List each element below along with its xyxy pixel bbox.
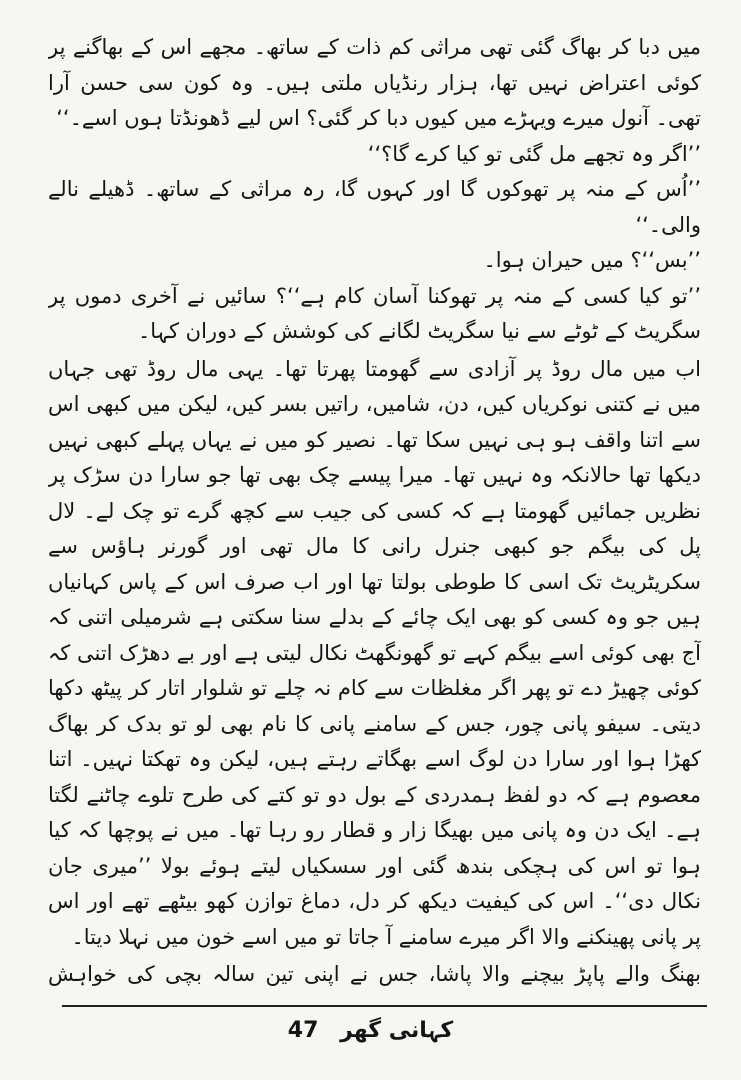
paragraph-1: میں دبا کر بھاگ گئی تھی مراثی کم ذات کے ساتھ۔ مجھے اس کے بھاگنے پر کوئی اعتراض نہیں تھا، ہزار رنڈیاں ملتی ہیں۔ وہ کون سی حسن آرا تھی۔ آنول میرے ویہڑے میں کیوں دبا کر گئی؟ اس لیے ڈھونڈتا ہوں اسے۔‘‘ [48, 35, 701, 130]
paragraph-3: ’’اُس کے منہ پر تھوکوں گا اور کہوں گا، رہ مراثی کے ساتھ۔ ڈھیلے نالے والی۔‘‘ [48, 177, 701, 237]
paragraph-2: ’’اگر وہ تجھے مل گئی تو کیا کرے گا؟‘‘ [367, 141, 701, 166]
paragraph-6: اب میں مال روڈ پر آزادی سے گھومتا پھرتا تھا۔ یہی مال روڈ تھی جہاں میں نے کتنی نوکریاں کیں، دن، شامیں، راتیں بسر کیں، لیکن میں کبھی اس سے اتنا واقف ہو ہی نہیں سکا تھا۔ نصیر کو میں نے یہاں پہلے کبھی نہیں دیکھا تھا حالانکہ وہ نہیں تھا۔ میرا پیسے چک بھی تھا جو سارا دن سڑک پر نظریں جمائیں گھومتا ہے کہ کسی کی جیب سے کچھ گرے تو چک لے۔ لال پل کی بیگم جو کبھی جنرل رانی کا مال تھی اور گورنر ہاؤس سے سکریٹریٹ تک اسی کا طوطی بولتا تھا اور اب صرف اس کے پاس کہانیاں ہیں جو وہ کسی کو بھی ایک چائے کے بدلے سنا سکتی ہے شرمیلی اتنی کہ آج بھی کوئی اسے بیگم کہے تو گھونگھٹ نکال لیتی ہے اور بے دھڑک اتنی کہ کوئی چھیڑ دے تو پھر اگر مغلظات سے کام نہ چلے تو شلوار اتار کر پیٹھ دکھا دیتی۔ سیفو پانی چور، جس کے سامنے پانی کا نام بھی لو تو بدک کر بھاگ کھڑا ہوا اور سارا دن لوگ اسے بھگاتے رہتے ہیں، لیکن وہ تھکتا نہیں۔ اتنا معصوم ہے کہ دو لفظ ہمدردی کے بول دو تو کتے کی طرح تلوے چاٹنے لگتا ہے۔ ایک دن وہ پانی میں بھیگا زار و قطار رو رہا تھا۔ میں نے پوچھا کہ کیا ہوا تو اس کی ہچکی بندھ گئی اور سسکیاں لیتے ہوئے بولا ’’میری جان نکال دی‘‘۔ اس کی کیفیت دیکھ کر دل، دماغ توازن کھو بیٹھے تھے اور اس پر پانی پھینکنے والا اگر میرے سامنے آ جاتا تو میں اسے خون میں نہلا دیتا۔ [48, 356, 701, 949]
page-number: 47 [287, 1018, 319, 1043]
page-footer [0, 1018, 741, 1043]
body-text [48, 30, 701, 990]
paragraph-5: ’’تو کیا کسی کے منہ پر تھوکنا آسان کام ہے‘‘؟ سائیں نے آخری دموں پر سگریٹ کے ٹوٹے سے نیا سگریٹ لگانے کی کوشش کے دوران کہا۔ [48, 283, 701, 343]
paragraph-7: بھنگ والے پاپڑ بیچنے والا پاشا، جس نے اپنی تین سالہ بچی کی خواہش [48, 962, 701, 986]
book-title: کہانی گھر [340, 1018, 454, 1043]
paragraph-4: ’’بس‘‘؟ میں حیران ہوا۔ [483, 248, 701, 272]
footer-divider [62, 1005, 707, 1007]
